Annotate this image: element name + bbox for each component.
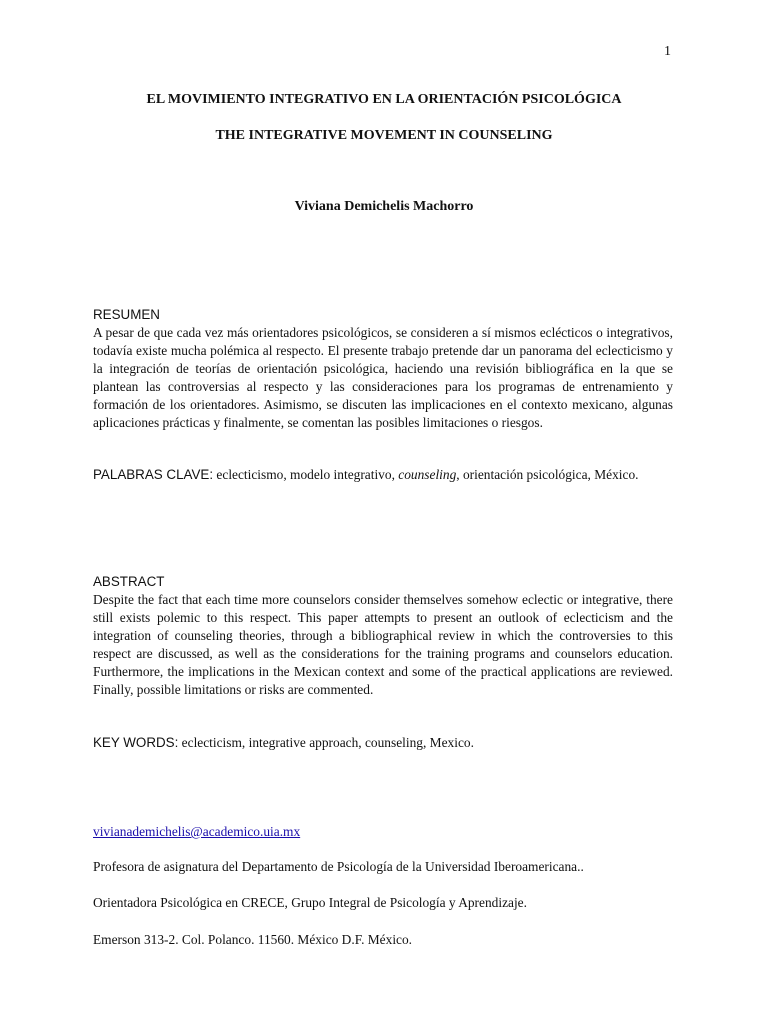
key-words-section [93,734,673,752]
palabras-clave-section [93,466,673,484]
title-english: THE INTEGRATIVE MOVEMENT IN COUNSELING [215,128,553,143]
abstract-section [93,573,673,699]
palabras-clave-text-1: eclecticismo, modelo integrativo, [213,467,399,482]
palabras-clave-label: PALABRAS CLAVE: [93,467,214,482]
resumen-heading: RESUMEN [93,307,160,322]
email-line [93,823,693,841]
email-link[interactable]: vivianademichelis@academico.uia.mx [93,824,301,839]
resumen-text: A pesar de que cada vez más orientadores psicológicos, se consideren a sí mismos eclécticos o integrativos, todavía existe mucha polémica al respecto. El presente trabajo pretende dar un panorama del eclecticismo y la integración de teorías de orientación psicológica, haciendo una revisión bibliográfica en la que se plantean las controversias al respecto y las consideraciones para los programas de entrenamiento y formación de los orientadores. Asimismo, se discuten las implicaciones en el contexto mexicano, algunas aplicaciones prácticas y finalmente, se comentan las posibles limitaciones o riesgos. [93,325,673,430]
page-number: 1 [664,44,671,59]
key-words-label: KEY WORDS: [93,735,179,750]
key-words [93,734,673,752]
abstract-text: Despite the fact that each time more counselors consider themselves somehow eclectic or integrative, there still exists polemic to this respect. This paper attempts to present an outlook of eclecticism and the integration of counseling theories, through a bibliographical review in which the controversies to this respect are discussed, as well as the considerations for the training programs and counselors education. Furthermore, the implications in the Mexican context and some of the practical applications are reviewed. Finally, possible limitations or risks are commented. [93,592,673,697]
title-spanish: EL MOVIMIENTO INTEGRATIVO EN LA ORIENTACIÓN PSICOLÓGICA [146,92,622,107]
key-words-text: eclecticism, integrative approach, counseling, Mexico. [178,735,474,750]
palabras-clave-text-2: , orientación psicológica, México. [456,467,639,482]
affiliation-line: Profesora de asignatura del Departamento de Psicología de la Universidad Iberoamericana.. [93,859,584,874]
author-name: Viviana Demichelis Machorro [294,199,474,214]
palabras-clave [93,466,673,484]
position-line: Orientadora Psicológica en CRECE, Grupo Integral de Psicología y Aprendizaje. [93,895,527,910]
palabras-clave-italic: counseling [398,467,457,482]
abstract-heading: ABSTRACT [93,574,165,589]
address-line: Emerson 313-2. Col. Polanco. 11560. México D.F. México. [93,932,413,947]
resumen-section [93,306,673,432]
